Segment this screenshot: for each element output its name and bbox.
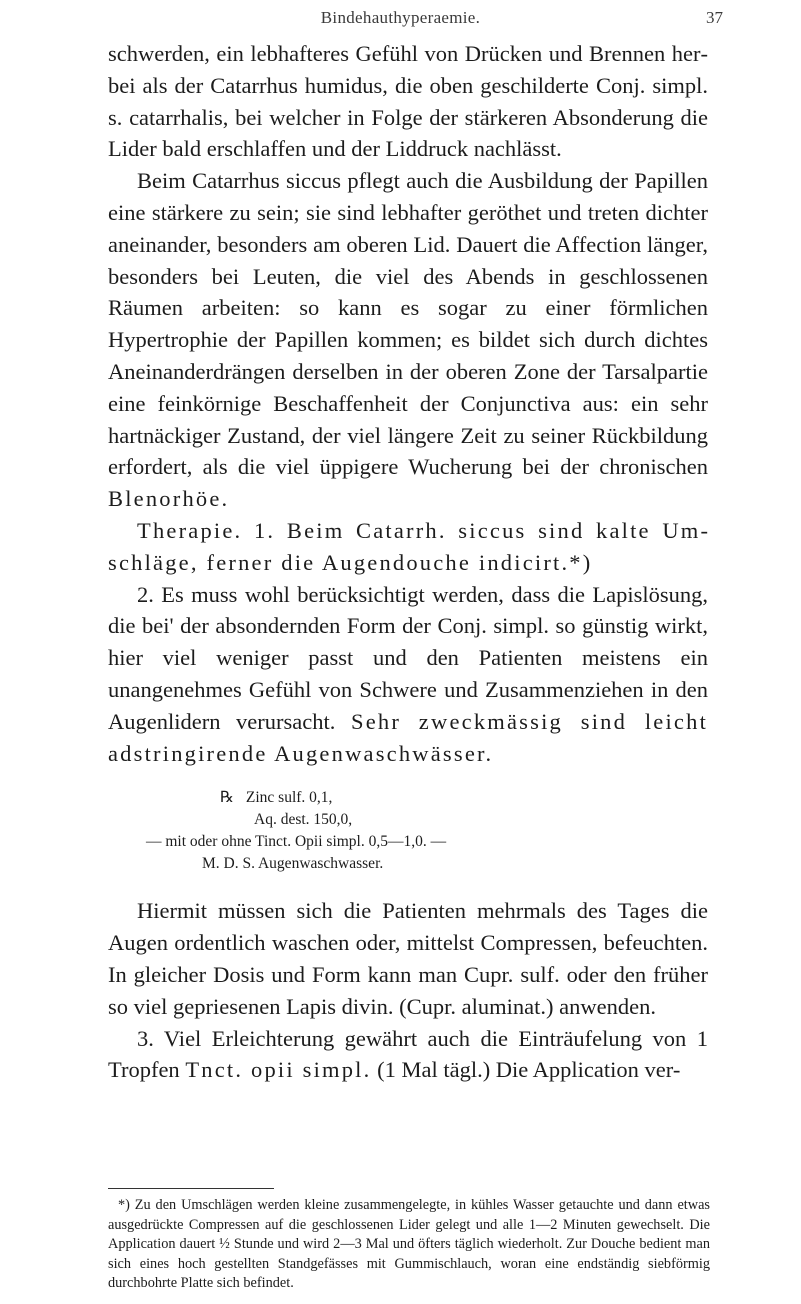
- footnote-divider: [108, 1188, 274, 1189]
- paragraph-continuation: schwerden, ein lebhafteres Gefühl von Drücken und Brennen herbei als der Catarrhus humidus, die oben geschilderte Conj. simpl. s. catarrhalis, bei welcher in Folge der stärkeren Absonderung die Lider bald erschlaffen und der Liddruck nachlässt.: [108, 41, 708, 162]
- emphasis-augenwaschwaesser: Sehr zweckmässig sind leicht adstringirende Augenwaschwässer.: [108, 708, 709, 766]
- paragraph-hiermit: Hiermit müssen sich die Patienten mehrmals des Tages die Augen ordentlich waschen oder, mittelst Compressen, befeuchten. In gleicher Dosis und Form kann man Cupr. sulf. oder den früher so viel gepriesenen Lapis divin. (Cupr. aluminat.) anwenden.: [108, 898, 708, 1019]
- prescription-line-4: M. D. S. Augenwaschwasser.: [202, 855, 384, 873]
- prescription: [108, 787, 708, 875]
- term-tinct-opii: Tnct. opii simpl.: [185, 1057, 372, 1083]
- prescription-line-3: — mit oder ohne Tinct. Opii simpl. 0,5—1,0. —: [146, 833, 447, 851]
- footnote: *) Zu den Umschlägen werden kleine zusammengelegte, in kühles Wasser getauchte und dann etwas ausgedrückte Compressen auf die geschlossenen Lider gelegt und alle 1—2 Minuten gewechselt. Die Application dauert ½ Stunde und wird 2—3 Mal und öfters täglich wiederholt. Zur Douche bedient man sich eines hoch gestellten Standgefässes mit Gummischlauch, woran eine endständig siebförmig durchbohrte Platte sich befindet.: [108, 1197, 710, 1292]
- paragraph-catarrhus-siccus: [108, 165, 708, 515]
- running-title: Bindehauthyperaemie.: [320, 8, 481, 27]
- paragraph-eintraeufelung: [108, 1023, 708, 1087]
- paragraph-eintraeufelung-end: (1 Mal tägl.) Die Application ver-: [377, 1057, 681, 1083]
- main-text: [108, 38, 708, 1086]
- paragraph-catarrhus-siccus-text: Beim Catarrhus siccus pflegt auch die Ausbildung der Papillen eine stärkere zu sein; sie sind lebhafter geröthet und treten dichter aneinander, besonders am oberen Lid. Dauert die Affection länger, besonders bei Leuten, die viel des Abends in geschlossenen Räumen arbeiten: so kann es sogar zu einer förmlichen Hypertrophie der Papillen kommen; es bildet sich durch dichtes Aneinanderdrängen derselben in der oberen Zone der Tarsalpartie eine feinkörnige Beschaffenheit der Conjunctiva aus: ein sehr hartnäckiger Zustand, der viel längere Zeit zu seiner Rückbildung erfordert, als die viel üppigere Wucherung bei der chronischen: [108, 168, 708, 480]
- prescription-line-2: Aq. dest. 150,0,: [254, 811, 353, 829]
- paragraph-therapie: Therapie. 1. Beim Catarrh. siccus sind kalte Umschläge, ferner die Augendouche indicirt.*): [108, 517, 708, 575]
- prescription-line-1: [108, 787, 708, 809]
- page-number: 37: [706, 8, 723, 27]
- page-header: [0, 6, 801, 34]
- paragraph-eintraeufelung-text: 3. Viel Erleichterung gewährt auch die Einträufelung von 1 Tropfen: [108, 1025, 708, 1083]
- recipe-symbol: ℞: [220, 789, 234, 807]
- term-blenorhoe: Blenorhöe.: [108, 486, 230, 512]
- prescription-zinc: Zinc sulf. 0,1,: [245, 789, 333, 807]
- paragraph-lapisloesung: [108, 579, 708, 770]
- paragraph-lapisloesung-text: 2. Es muss wohl berücksichtigt werden, dass die Lapislösung, die bei' der absondernden Form der Conj. simpl. so günstig wirkt, hier viel weniger passt und den Patienten meistens ein unangenehmes Gefühl von Schwere und Zusammenziehen in den Augenlidern verursacht.: [108, 581, 708, 734]
